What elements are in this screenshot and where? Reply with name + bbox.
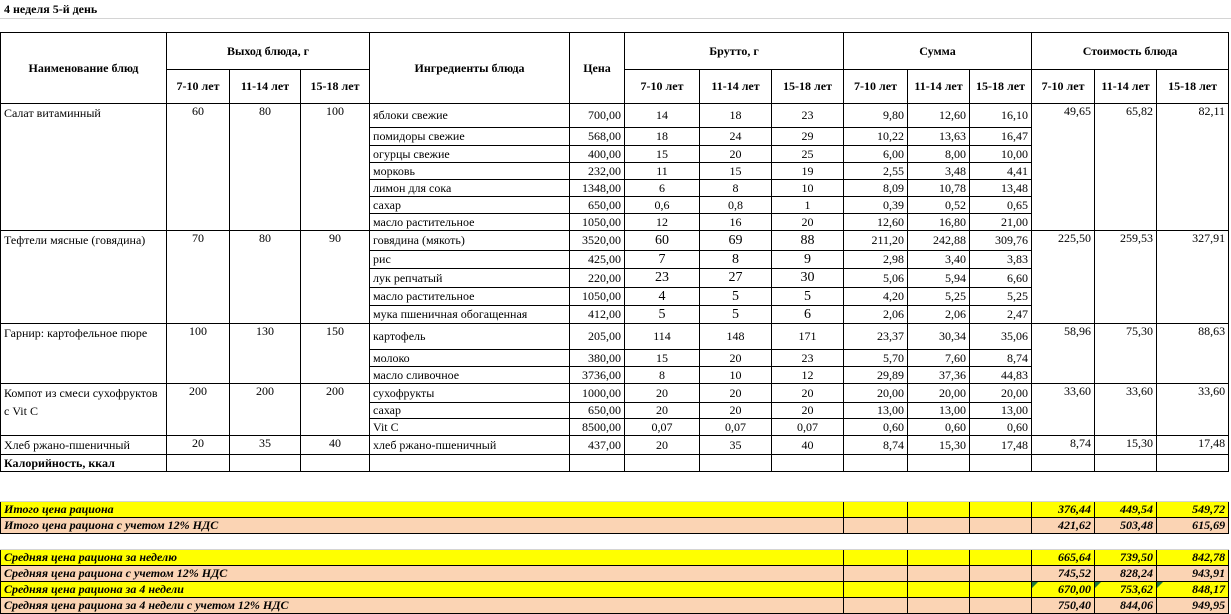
sum-cell[interactable]: 13,63 xyxy=(908,128,970,146)
brutto-cell[interactable]: 8 xyxy=(625,367,700,384)
brutto-cell[interactable]: 25 xyxy=(772,146,844,163)
output-cell[interactable]: 90 xyxy=(301,231,370,324)
price-cell[interactable]: 650,00 xyxy=(570,403,625,419)
brutto-cell[interactable]: 5 xyxy=(625,306,700,324)
sum-cell[interactable]: 10,00 xyxy=(970,146,1032,163)
sum-cell[interactable]: 4,41 xyxy=(970,163,1032,180)
price-cell[interactable]: 3736,00 xyxy=(570,367,625,384)
header-age-11-14[interactable]: 11-14 лет xyxy=(1095,70,1157,104)
ingredient-cell[interactable]: рис xyxy=(370,251,570,269)
price-cell[interactable]: 400,00 xyxy=(570,146,625,163)
output-cell[interactable]: 100 xyxy=(167,324,230,384)
brutto-cell[interactable]: 10 xyxy=(700,367,772,384)
summary-label[interactable]: Итого цена рациона с учетом 12% НДС xyxy=(1,518,844,534)
sum-cell[interactable]: 8,09 xyxy=(844,180,908,197)
sum-cell[interactable]: 15,30 xyxy=(908,436,970,455)
cost-cell[interactable]: 33,60 xyxy=(1032,384,1095,436)
brutto-cell[interactable]: 60 xyxy=(625,231,700,251)
sum-cell[interactable]: 4,20 xyxy=(844,288,908,306)
summary-label[interactable]: Средняя цена рациона с учетом 12% НДС xyxy=(1,566,844,582)
header-age-15-18[interactable]: 15-18 лет xyxy=(301,70,370,104)
empty-cell[interactable] xyxy=(844,518,908,534)
summary-value[interactable]: 421,62 xyxy=(1032,518,1095,534)
sum-cell[interactable]: 7,60 xyxy=(908,350,970,367)
brutto-cell[interactable]: 15 xyxy=(625,146,700,163)
blank-row xyxy=(1,534,1229,550)
output-cell[interactable]: 200 xyxy=(167,384,230,436)
blank-row xyxy=(1,472,1229,502)
brutto-cell[interactable]: 0,07 xyxy=(625,419,700,436)
empty-cell[interactable] xyxy=(908,582,970,598)
brutto-cell[interactable]: 35 xyxy=(700,436,772,455)
brutto-cell[interactable]: 5 xyxy=(772,288,844,306)
ingredient-cell[interactable]: масло растительное xyxy=(370,288,570,306)
dish-name-cell[interactable]: Хлеб ржано-пшеничный xyxy=(1,436,167,455)
sum-cell[interactable]: 2,47 xyxy=(970,306,1032,324)
header-age-11-14[interactable]: 11-14 лет xyxy=(908,70,970,104)
empty-cell[interactable] xyxy=(167,455,230,472)
dish-name-cell[interactable]: Гарнир: картофельное пюре xyxy=(1,324,167,384)
sum-cell[interactable]: 309,76 xyxy=(970,231,1032,251)
header-brutto[interactable]: Брутто, г xyxy=(625,33,844,70)
output-cell[interactable]: 70 xyxy=(167,231,230,324)
empty-cell[interactable] xyxy=(772,455,844,472)
sum-cell[interactable]: 35,06 xyxy=(970,324,1032,350)
price-cell[interactable]: 8500,00 xyxy=(570,419,625,436)
summary-value[interactable]: 750,40 xyxy=(1032,598,1095,614)
sum-cell[interactable]: 0,60 xyxy=(908,419,970,436)
sum-cell[interactable]: 5,94 xyxy=(908,269,970,288)
sum-cell[interactable]: 20,00 xyxy=(970,384,1032,403)
header-age-7-10[interactable]: 7-10 лет xyxy=(844,70,908,104)
cost-cell[interactable]: 33,60 xyxy=(1095,384,1157,436)
sum-cell[interactable]: 29,89 xyxy=(844,367,908,384)
sum-cell[interactable]: 16,10 xyxy=(970,104,1032,128)
sum-cell[interactable]: 6,60 xyxy=(970,269,1032,288)
sum-cell[interactable]: 20,00 xyxy=(844,384,908,403)
sum-cell[interactable]: 3,83 xyxy=(970,251,1032,269)
cost-cell[interactable]: 327,91 xyxy=(1157,231,1229,324)
summary-value[interactable]: 376,44 xyxy=(1032,502,1095,518)
sum-cell[interactable]: 12,60 xyxy=(844,214,908,231)
sum-cell[interactable]: 8,74 xyxy=(844,436,908,455)
empty-cell[interactable] xyxy=(370,455,570,472)
summary-value[interactable]: 753,62 xyxy=(1095,582,1157,598)
cost-cell[interactable]: 33,60 xyxy=(1157,384,1229,436)
price-cell[interactable]: 1348,00 xyxy=(570,180,625,197)
empty-cell[interactable] xyxy=(625,455,700,472)
sum-cell[interactable]: 0,39 xyxy=(844,197,908,214)
sum-cell[interactable]: 5,25 xyxy=(908,288,970,306)
empty-cell[interactable] xyxy=(908,598,970,614)
brutto-cell[interactable]: 20 xyxy=(700,384,772,403)
brutto-cell[interactable]: 11 xyxy=(625,163,700,180)
summary-label[interactable]: Средняя цена рациона за 4 недели с учетом 12% НДС xyxy=(1,598,844,614)
brutto-cell[interactable]: 18 xyxy=(625,128,700,146)
ingredient-cell[interactable]: морковь xyxy=(370,163,570,180)
sum-cell[interactable]: 0,65 xyxy=(970,197,1032,214)
summary-row xyxy=(1,550,1229,566)
ingredient-cell[interactable]: масло растительное xyxy=(370,214,570,231)
sum-cell[interactable]: 3,40 xyxy=(908,251,970,269)
output-cell[interactable]: 200 xyxy=(230,384,301,436)
cost-cell[interactable]: 88,63 xyxy=(1157,324,1229,384)
empty-cell[interactable] xyxy=(1032,455,1095,472)
summary-row xyxy=(1,598,1229,614)
empty-cell[interactable] xyxy=(908,518,970,534)
empty-cell[interactable] xyxy=(970,502,1032,518)
output-cell[interactable]: 80 xyxy=(230,104,301,231)
empty-cell[interactable] xyxy=(1,534,1229,550)
ingredient-cell[interactable]: сахар xyxy=(370,403,570,419)
grid-line xyxy=(0,18,1231,19)
output-cell[interactable]: 100 xyxy=(301,104,370,231)
brutto-cell[interactable]: 23 xyxy=(625,269,700,288)
price-cell[interactable]: 232,00 xyxy=(570,163,625,180)
sum-cell[interactable]: 17,48 xyxy=(970,436,1032,455)
cost-cell[interactable]: 259,53 xyxy=(1095,231,1157,324)
sum-cell[interactable]: 10,22 xyxy=(844,128,908,146)
table-row xyxy=(1,384,1229,403)
brutto-cell[interactable]: 23 xyxy=(772,350,844,367)
brutto-cell[interactable]: 9 xyxy=(772,251,844,269)
sum-cell[interactable]: 211,20 xyxy=(844,231,908,251)
brutto-cell[interactable]: 20 xyxy=(772,214,844,231)
sum-cell[interactable]: 13,48 xyxy=(970,180,1032,197)
cost-cell[interactable]: 82,11 xyxy=(1157,104,1229,231)
cost-cell[interactable]: 75,30 xyxy=(1095,324,1157,384)
brutto-cell[interactable]: 148 xyxy=(700,324,772,350)
ingredient-cell[interactable]: масло сливочное xyxy=(370,367,570,384)
sum-cell[interactable]: 8,74 xyxy=(970,350,1032,367)
brutto-cell[interactable]: 20 xyxy=(625,403,700,419)
sum-cell[interactable]: 44,83 xyxy=(970,367,1032,384)
cost-cell[interactable]: 15,30 xyxy=(1095,436,1157,455)
brutto-cell[interactable]: 12 xyxy=(772,367,844,384)
ingredient-cell[interactable]: сухофрукты xyxy=(370,384,570,403)
header-output[interactable]: Выход блюда, г xyxy=(167,33,370,70)
brutto-cell[interactable]: 30 xyxy=(772,269,844,288)
brutto-cell[interactable]: 88 xyxy=(772,231,844,251)
output-cell[interactable]: 40 xyxy=(301,436,370,455)
empty-cell[interactable] xyxy=(908,455,970,472)
empty-cell[interactable] xyxy=(844,455,908,472)
brutto-cell[interactable]: 29 xyxy=(772,128,844,146)
empty-cell[interactable] xyxy=(970,550,1032,566)
cost-cell[interactable]: 58,96 xyxy=(1032,324,1095,384)
ingredient-cell[interactable]: картофель xyxy=(370,324,570,350)
price-cell[interactable]: 425,00 xyxy=(570,251,625,269)
menu-table xyxy=(0,32,1229,614)
brutto-cell[interactable]: 69 xyxy=(700,231,772,251)
price-cell[interactable]: 412,00 xyxy=(570,306,625,324)
brutto-cell[interactable]: 0,6 xyxy=(625,197,700,214)
price-cell[interactable]: 380,00 xyxy=(570,350,625,367)
empty-cell[interactable] xyxy=(844,566,908,582)
summary-row xyxy=(1,566,1229,582)
brutto-cell[interactable]: 20 xyxy=(700,350,772,367)
empty-cell[interactable] xyxy=(301,455,370,472)
sum-cell[interactable]: 0,60 xyxy=(970,419,1032,436)
output-cell[interactable]: 35 xyxy=(230,436,301,455)
price-cell[interactable]: 1050,00 xyxy=(570,288,625,306)
sum-cell[interactable]: 5,06 xyxy=(844,269,908,288)
brutto-cell[interactable]: 16 xyxy=(700,214,772,231)
brutto-cell[interactable]: 4 xyxy=(625,288,700,306)
summary-value[interactable]: 670,00 xyxy=(1032,582,1095,598)
price-cell[interactable]: 3520,00 xyxy=(570,231,625,251)
summary-value[interactable]: 615,69 xyxy=(1157,518,1229,534)
brutto-cell[interactable]: 20 xyxy=(772,403,844,419)
header-age-11-14[interactable]: 11-14 лет xyxy=(700,70,772,104)
summary-row xyxy=(1,518,1229,534)
calories-label[interactable]: Калорийность, ккал xyxy=(1,455,167,472)
brutto-cell[interactable]: 8 xyxy=(700,251,772,269)
summary-value[interactable]: 665,64 xyxy=(1032,550,1095,566)
summary-label[interactable]: Средняя цена рациона за 4 недели xyxy=(1,582,844,598)
summary-value[interactable]: 842,78 xyxy=(1157,550,1229,566)
header-ingredients[interactable]: Ингредиенты блюда xyxy=(370,33,570,104)
dish-name-cell[interactable]: Тефтели мясные (говядина) xyxy=(1,231,167,324)
cost-cell[interactable]: 8,74 xyxy=(1032,436,1095,455)
ingredient-cell[interactable]: помидоры свежие xyxy=(370,128,570,146)
empty-cell[interactable] xyxy=(230,455,301,472)
header-age-15-18[interactable]: 15-18 лет xyxy=(1157,70,1229,104)
brutto-cell[interactable]: 20 xyxy=(772,384,844,403)
header-age-7-10[interactable]: 7-10 лет xyxy=(1032,70,1095,104)
brutto-cell[interactable]: 20 xyxy=(625,436,700,455)
ingredient-cell[interactable]: сахар xyxy=(370,197,570,214)
empty-cell[interactable] xyxy=(970,582,1032,598)
sum-cell[interactable]: 13,00 xyxy=(908,403,970,419)
sheet-title[interactable]: 4 неделя 5-й день xyxy=(4,2,98,16)
sum-cell[interactable]: 6,00 xyxy=(844,146,908,163)
table-row xyxy=(1,436,1229,455)
brutto-cell[interactable]: 20 xyxy=(625,384,700,403)
brutto-cell[interactable]: 10 xyxy=(772,180,844,197)
empty-cell[interactable] xyxy=(844,598,908,614)
brutto-cell[interactable]: 15 xyxy=(700,163,772,180)
brutto-cell[interactable]: 1 xyxy=(772,197,844,214)
brutto-cell[interactable]: 5 xyxy=(700,288,772,306)
ingredient-cell[interactable]: огурцы свежие xyxy=(370,146,570,163)
cost-cell[interactable]: 225,50 xyxy=(1032,231,1095,324)
brutto-cell[interactable]: 0,07 xyxy=(700,419,772,436)
summary-value[interactable]: 848,17 xyxy=(1157,582,1229,598)
empty-cell[interactable] xyxy=(970,566,1032,582)
brutto-cell[interactable]: 114 xyxy=(625,324,700,350)
summary-label[interactable]: Средняя цена рациона за неделю xyxy=(1,550,844,566)
sum-cell[interactable]: 30,34 xyxy=(908,324,970,350)
price-cell[interactable]: 1000,00 xyxy=(570,384,625,403)
empty-cell[interactable] xyxy=(970,598,1032,614)
empty-cell[interactable] xyxy=(700,455,772,472)
output-cell[interactable]: 60 xyxy=(167,104,230,231)
sum-cell[interactable]: 8,00 xyxy=(908,146,970,163)
empty-cell[interactable] xyxy=(970,455,1032,472)
ingredient-cell[interactable]: говядина (мякоть) xyxy=(370,231,570,251)
brutto-cell[interactable]: 7 xyxy=(625,251,700,269)
brutto-cell[interactable]: 6 xyxy=(772,306,844,324)
brutto-cell[interactable]: 6 xyxy=(625,180,700,197)
header-age-11-14[interactable]: 11-14 лет xyxy=(230,70,301,104)
header-dish-name[interactable]: Наименование блюд xyxy=(1,33,167,104)
brutto-cell[interactable]: 0,8 xyxy=(700,197,772,214)
ingredient-cell[interactable]: хлеб ржано-пшеничный xyxy=(370,436,570,455)
price-cell[interactable]: 205,00 xyxy=(570,324,625,350)
summary-value[interactable]: 828,24 xyxy=(1095,566,1157,582)
output-cell[interactable]: 200 xyxy=(301,384,370,436)
brutto-cell[interactable]: 0,07 xyxy=(772,419,844,436)
header-age-15-18[interactable]: 15-18 лет xyxy=(772,70,844,104)
summary-row xyxy=(1,582,1229,598)
brutto-cell[interactable]: 12 xyxy=(625,214,700,231)
header-cost[interactable]: Стоимость блюда xyxy=(1032,33,1229,70)
summary-value[interactable]: 549,72 xyxy=(1157,502,1229,518)
brutto-cell[interactable]: 8 xyxy=(700,180,772,197)
brutto-cell[interactable]: 19 xyxy=(772,163,844,180)
table-row xyxy=(1,324,1229,350)
sum-cell[interactable]: 9,80 xyxy=(844,104,908,128)
sum-cell[interactable]: 23,37 xyxy=(844,324,908,350)
summary-value[interactable]: 949,95 xyxy=(1157,598,1229,614)
sum-cell[interactable]: 21,00 xyxy=(970,214,1032,231)
brutto-cell[interactable]: 14 xyxy=(625,104,700,128)
sum-cell[interactable]: 20,00 xyxy=(908,384,970,403)
ingredient-cell[interactable]: лимон для сока xyxy=(370,180,570,197)
header-price[interactable]: Цена xyxy=(570,33,625,104)
sum-cell[interactable]: 16,80 xyxy=(908,214,970,231)
summary-value[interactable]: 739,50 xyxy=(1095,550,1157,566)
header-age-15-18[interactable]: 15-18 лет xyxy=(970,70,1032,104)
brutto-cell[interactable]: 23 xyxy=(772,104,844,128)
calories-row xyxy=(1,455,1229,472)
brutto-cell[interactable]: 5 xyxy=(700,306,772,324)
sum-cell[interactable]: 10,78 xyxy=(908,180,970,197)
empty-cell[interactable] xyxy=(1095,455,1157,472)
summary-row xyxy=(1,502,1229,518)
price-cell[interactable]: 1050,00 xyxy=(570,214,625,231)
empty-cell[interactable] xyxy=(570,455,625,472)
ingredient-cell[interactable]: яблоки свежие xyxy=(370,104,570,128)
empty-cell[interactable] xyxy=(844,502,908,518)
table-body xyxy=(1,104,1229,614)
dish-name-cell[interactable]: Компот из смеси сухофруктов с Vit C xyxy=(1,384,167,436)
sum-cell[interactable]: 0,60 xyxy=(844,419,908,436)
sum-cell[interactable]: 3,48 xyxy=(908,163,970,180)
price-cell[interactable]: 568,00 xyxy=(570,128,625,146)
summary-value[interactable]: 844,06 xyxy=(1095,598,1157,614)
sum-cell[interactable]: 13,00 xyxy=(970,403,1032,419)
summary-value[interactable]: 943,91 xyxy=(1157,566,1229,582)
sum-cell[interactable]: 2,06 xyxy=(908,306,970,324)
empty-cell[interactable] xyxy=(908,566,970,582)
empty-cell[interactable] xyxy=(908,550,970,566)
sum-cell[interactable]: 13,00 xyxy=(844,403,908,419)
empty-cell[interactable] xyxy=(1,472,1229,502)
header-age-7-10[interactable]: 7-10 лет xyxy=(167,70,230,104)
brutto-cell[interactable]: 20 xyxy=(700,146,772,163)
summary-value[interactable]: 449,54 xyxy=(1095,502,1157,518)
price-cell[interactable]: 700,00 xyxy=(570,104,625,128)
output-cell[interactable]: 20 xyxy=(167,436,230,455)
sum-cell[interactable]: 5,70 xyxy=(844,350,908,367)
price-cell[interactable]: 437,00 xyxy=(570,436,625,455)
empty-cell[interactable] xyxy=(844,550,908,566)
output-cell[interactable]: 130 xyxy=(230,324,301,384)
table-row xyxy=(1,231,1229,251)
summary-value[interactable]: 745,52 xyxy=(1032,566,1095,582)
header-sum[interactable]: Сумма xyxy=(844,33,1032,70)
output-cell[interactable]: 150 xyxy=(301,324,370,384)
header-age-7-10[interactable]: 7-10 лет xyxy=(625,70,700,104)
price-cell[interactable]: 220,00 xyxy=(570,269,625,288)
sum-cell[interactable]: 5,25 xyxy=(970,288,1032,306)
brutto-cell[interactable]: 18 xyxy=(700,104,772,128)
cost-cell[interactable]: 49,65 xyxy=(1032,104,1095,231)
ingredient-cell[interactable]: Vit C xyxy=(370,419,570,436)
output-cell[interactable]: 80 xyxy=(230,231,301,324)
table-row xyxy=(1,104,1229,128)
ingredient-cell[interactable]: мука пшеничная обогащенная xyxy=(370,306,570,324)
sum-cell[interactable]: 12,60 xyxy=(908,104,970,128)
price-cell[interactable]: 650,00 xyxy=(570,197,625,214)
summary-value[interactable]: 503,48 xyxy=(1095,518,1157,534)
sum-cell[interactable]: 2,98 xyxy=(844,251,908,269)
ingredient-cell[interactable]: молоко xyxy=(370,350,570,367)
brutto-cell[interactable]: 40 xyxy=(772,436,844,455)
dish-name-cell[interactable]: Салат витаминный xyxy=(1,104,167,231)
sum-cell[interactable]: 2,06 xyxy=(844,306,908,324)
summary-label[interactable]: Итого цена рациона xyxy=(1,502,844,518)
empty-cell[interactable] xyxy=(844,582,908,598)
sum-cell[interactable]: 16,47 xyxy=(970,128,1032,146)
brutto-cell[interactable]: 15 xyxy=(625,350,700,367)
brutto-cell[interactable]: 20 xyxy=(700,403,772,419)
brutto-cell[interactable]: 27 xyxy=(700,269,772,288)
sum-cell[interactable]: 0,52 xyxy=(908,197,970,214)
empty-cell[interactable] xyxy=(1157,455,1229,472)
brutto-cell[interactable]: 24 xyxy=(700,128,772,146)
sum-cell[interactable]: 2,55 xyxy=(844,163,908,180)
cost-cell[interactable]: 65,82 xyxy=(1095,104,1157,231)
ingredient-cell[interactable]: лук репчатый xyxy=(370,269,570,288)
brutto-cell[interactable]: 171 xyxy=(772,324,844,350)
empty-cell[interactable] xyxy=(908,502,970,518)
empty-cell[interactable] xyxy=(970,518,1032,534)
sum-cell[interactable]: 37,36 xyxy=(908,367,970,384)
sum-cell[interactable]: 242,88 xyxy=(908,231,970,251)
cost-cell[interactable]: 17,48 xyxy=(1157,436,1229,455)
